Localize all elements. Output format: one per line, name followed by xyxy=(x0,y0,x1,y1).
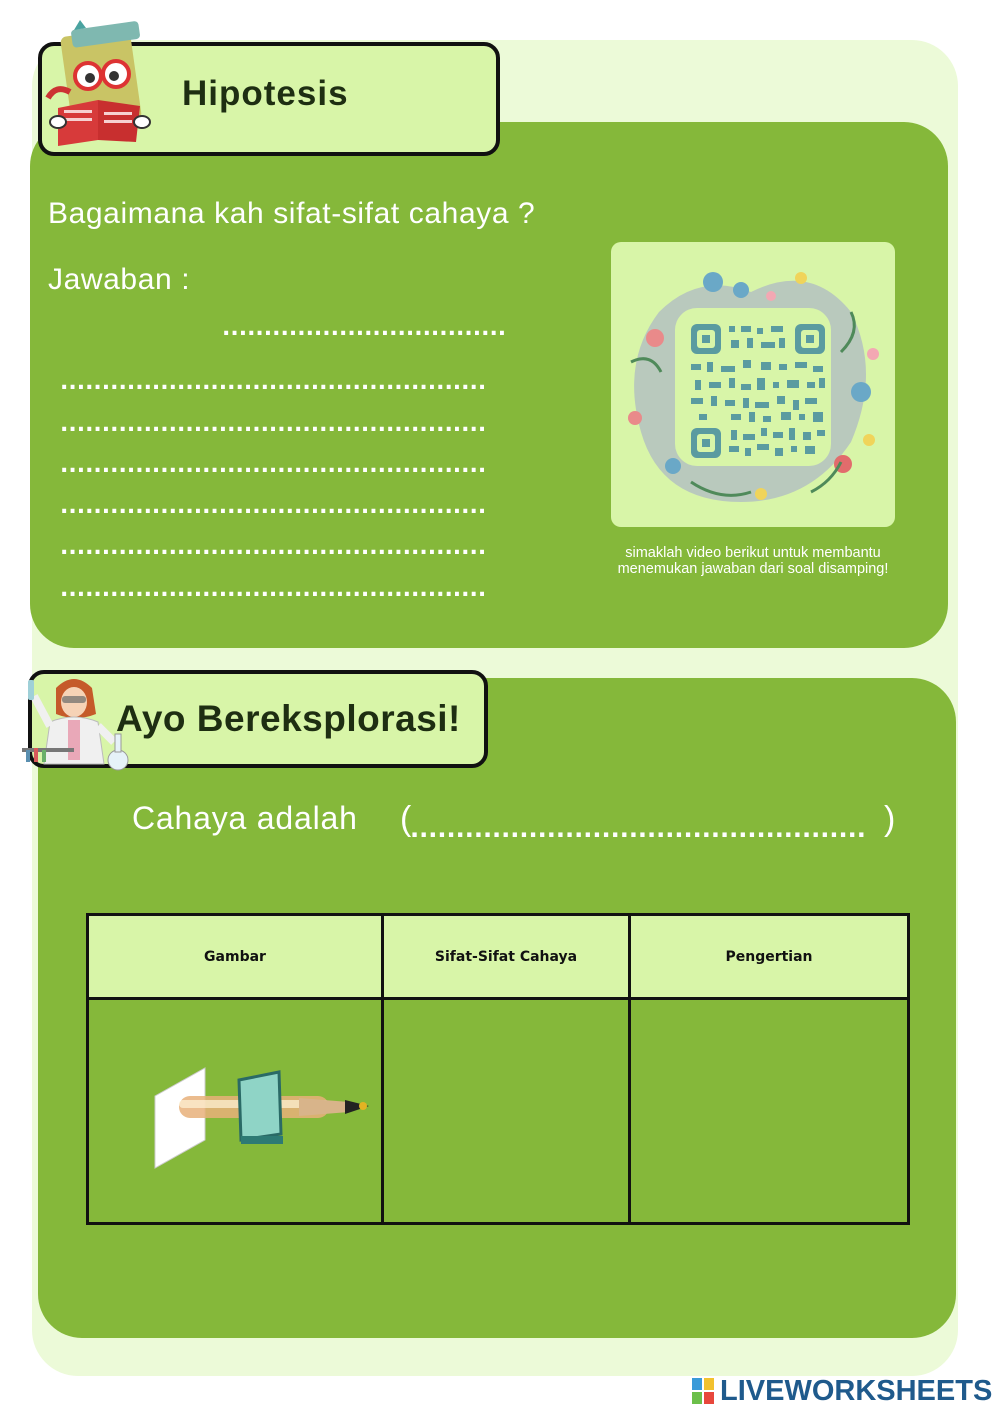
definition-prompt: Cahaya adalah xyxy=(132,800,358,836)
light-experiment-icon xyxy=(149,1060,379,1180)
answer-line-5[interactable]: ................................................... xyxy=(60,494,487,519)
answer-line-6[interactable]: ................................................... xyxy=(60,535,487,560)
qr-code-panel[interactable] xyxy=(611,242,895,527)
header-gambar: Gambar xyxy=(88,915,383,999)
cell-sifat[interactable] xyxy=(383,999,630,1224)
qr-code-icon xyxy=(611,242,895,527)
hypothesis-question: Bagaimana kah sifat-sifat cahaya ? xyxy=(48,197,536,230)
hipotesis-title: Hipotesis xyxy=(182,74,349,113)
liveworksheets-logo-icon xyxy=(692,1378,714,1404)
answer-line-2[interactable]: ................................................... xyxy=(60,370,487,395)
header-pengertian: Pengertian xyxy=(630,915,909,999)
answer-line-7[interactable]: ................................................... xyxy=(60,577,487,602)
brand-name: LIVEWORKSHEETS xyxy=(720,1374,993,1407)
answer-line-1[interactable]: .................................. xyxy=(222,316,507,341)
definition-answer-field[interactable]: .................................................. xyxy=(410,815,866,843)
answer-line-4[interactable]: ................................................... xyxy=(60,453,487,478)
answer-line-3[interactable]: ................................................... xyxy=(60,412,487,437)
explore-title: Ayo Bereksplorasi! xyxy=(116,698,461,739)
exploration-table xyxy=(86,913,910,1225)
close-paren: ) xyxy=(884,800,896,838)
answer-label: Jawaban : xyxy=(48,263,191,296)
book-mascot-icon xyxy=(44,18,154,146)
header-sifat: Sifat-Sifat Cahaya xyxy=(383,915,630,999)
liveworksheets-brand[interactable] xyxy=(692,1376,992,1406)
cell-gambar xyxy=(88,999,383,1224)
open-paren: ( xyxy=(400,800,412,838)
qr-caption: simaklah video berikut untuk membantu menemukan jawaban dari soal disamping! xyxy=(617,545,889,577)
cell-pengertian[interactable] xyxy=(630,999,909,1224)
